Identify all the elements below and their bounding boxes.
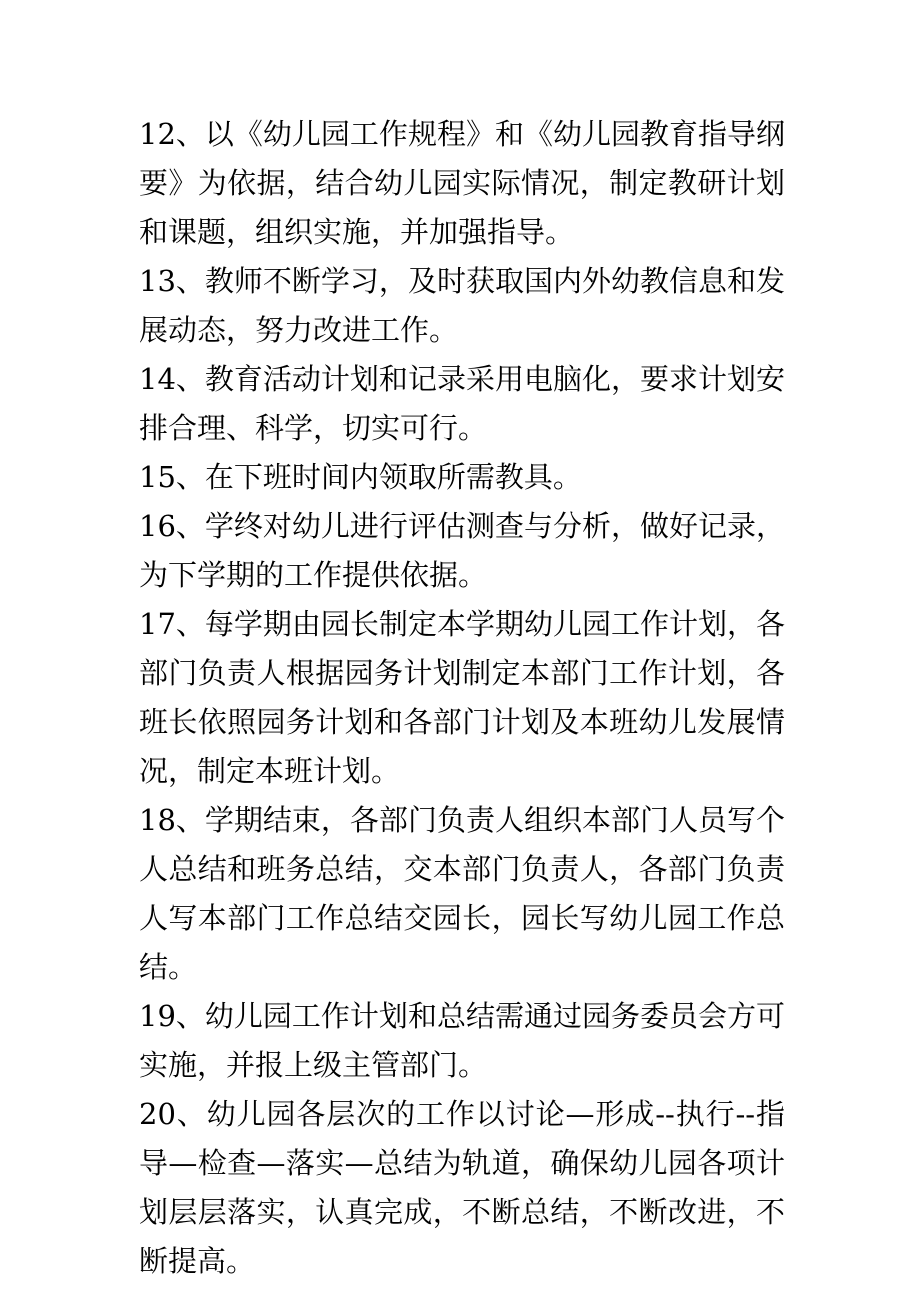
paragraph-18: 18、学期结束，各部门负责人组织本部门人员写个人总结和班务总结，交本部门负责人，各部门负责人写本部门工作总结交园长，园长写幼儿园工作总结。	[139, 803, 785, 984]
paragraph-16: 16、学终对幼儿进行评估测查与分析，做好记录，为下学期的工作提供依据。	[139, 509, 785, 592]
paragraph-13: 13、教师不断学习，及时获取国内外幼教信息和发展动态，努力改进工作。	[139, 264, 785, 347]
document-page	[139, 110, 785, 1286]
paragraph-19: 19、幼儿园工作计划和总结需通过园务委员会方可实施，并报上级主管部门。	[139, 999, 785, 1082]
paragraph-15: 15、在下班时间内领取所需教具。	[139, 460, 582, 494]
paragraph-12: 12、以《幼儿园工作规程》和《幼儿园教育指导纲要》为依据，结合幼儿园实际情况，制定教研计划和课题，组织实施，并加强指导。	[139, 117, 785, 249]
paragraph-20: 20、幼儿园各层次的工作以讨论—形成--执行--指导—检查—落实—总结为轨道，确保幼儿园各项计划层层落实，认真完成，不断总结，不断改进，不断提高。	[139, 1097, 785, 1278]
paragraph-14: 14、教育活动计划和记录采用电脑化，要求计划安排合理、科学，切实可行。	[139, 362, 785, 445]
paragraph-17: 17、每学期由园长制定本学期幼儿园工作计划，各部门负责人根据园务计划制定本部门工作计划，各班长依照园务计划和各部门计划及本班幼儿发展情况，制定本班计划。	[139, 607, 785, 788]
